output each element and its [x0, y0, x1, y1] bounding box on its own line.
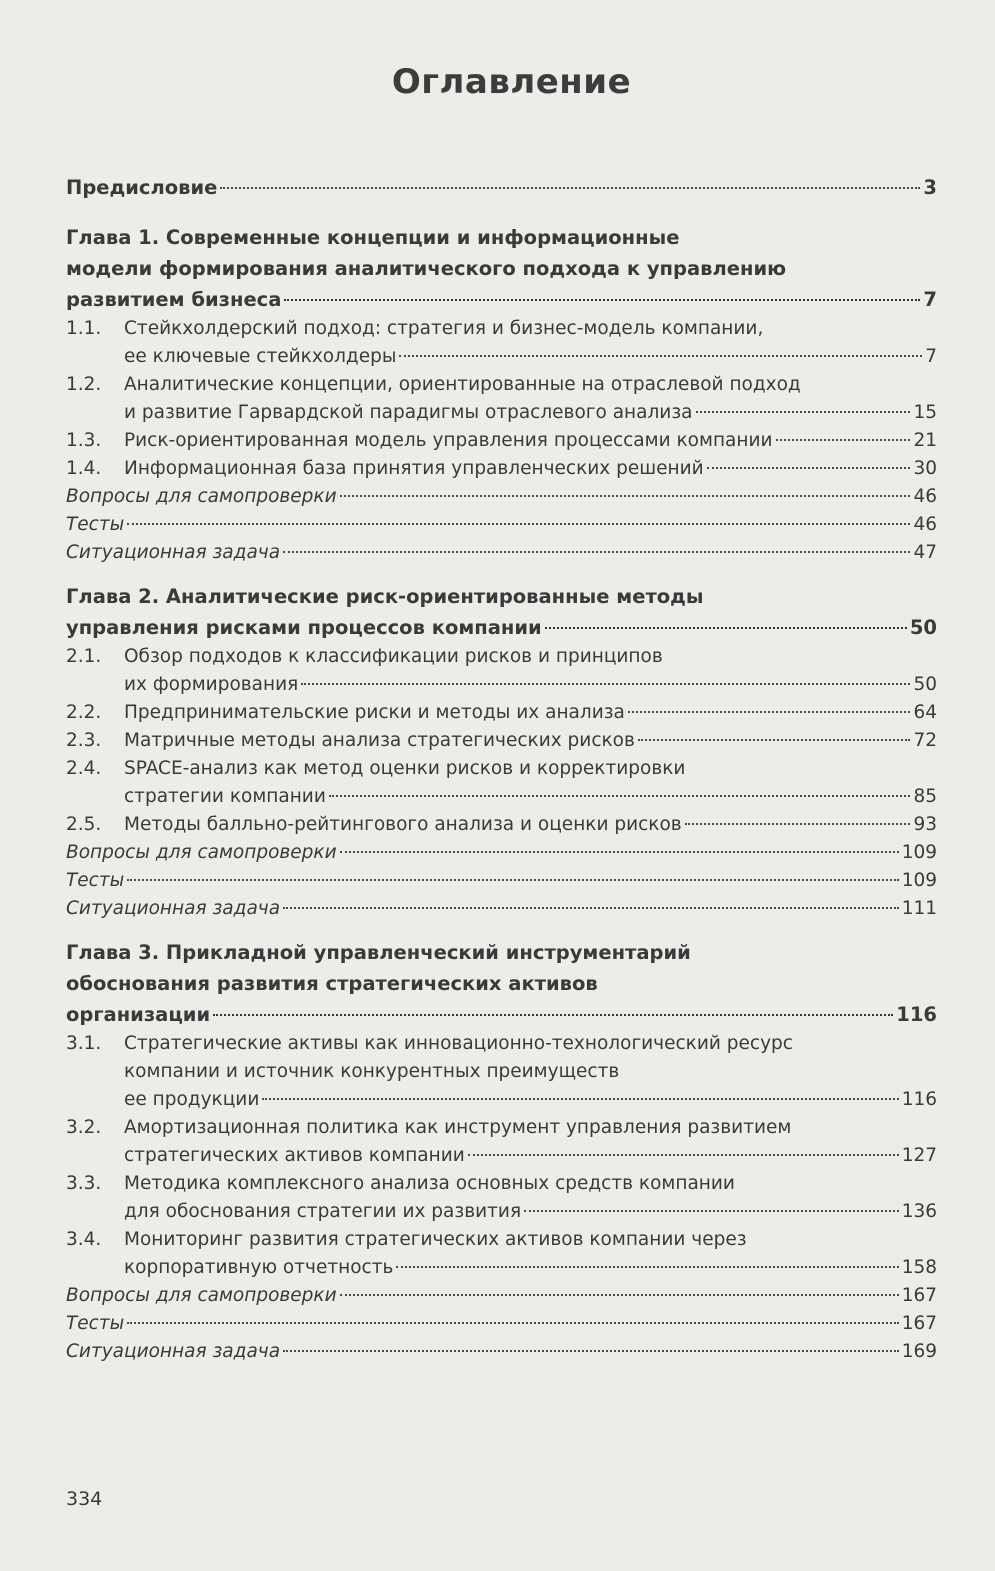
section-number: 1.4. — [66, 458, 102, 479]
section-title-last: Предпринимательские риски и методы их анализа — [124, 702, 625, 723]
section-page: 30 — [913, 458, 937, 479]
section-title-last: их формирования — [124, 674, 299, 695]
section-last-line — [66, 343, 937, 371]
section-title-line: SPACE-анализ как метод оценки рисков и корректировки — [124, 758, 686, 779]
section-title-last: ее продукции — [124, 1089, 260, 1110]
section-line — [66, 811, 937, 839]
section-title-last: корпоративную отчетность — [124, 1257, 394, 1278]
section-number: 3.1. — [66, 1033, 102, 1054]
extra-label: Вопросы для самопроверки — [66, 842, 337, 863]
section-number: 1.1. — [66, 318, 102, 339]
section-number: 2.4. — [66, 758, 102, 779]
extra-label: Ситуационная задача — [66, 898, 281, 919]
leader-dots — [340, 495, 911, 497]
section-number: 1.3. — [66, 430, 102, 451]
leader-dots — [545, 627, 907, 629]
section-title-last: стратегии компании — [124, 786, 326, 807]
section-entry — [66, 755, 937, 811]
extra-page: 111 — [901, 898, 937, 919]
section-last-line — [66, 1254, 937, 1282]
section-entry — [66, 455, 937, 483]
section-entry — [66, 315, 937, 371]
extra-page: 169 — [901, 1341, 937, 1362]
section-line — [66, 455, 937, 483]
section-page: 21 — [913, 430, 937, 451]
section-number: 2.2. — [66, 702, 102, 723]
chapters-list — [66, 222, 937, 1366]
leader-dots — [776, 439, 911, 441]
section-page: 116 — [901, 1089, 937, 1110]
section-page: 72 — [913, 730, 937, 751]
section-number: 2.1. — [66, 646, 102, 667]
section-title-line: Обзор подходов к классификации рисков и принципов — [124, 646, 663, 667]
extra-page: 109 — [901, 842, 937, 863]
chapter-title-line: Глава 1. Современные концепции и информационные — [66, 226, 680, 249]
leader-dots — [696, 411, 911, 413]
section-line — [66, 1058, 937, 1086]
chapter-title-line: модели формирования аналитического подхода к управлению — [66, 257, 787, 280]
section-entry — [66, 1114, 937, 1170]
section-title-last: Риск-ориентированная модель управления процессами компании — [124, 430, 773, 451]
leader-dots — [283, 907, 899, 909]
leader-dots — [127, 523, 910, 525]
section-number: 2.5. — [66, 814, 102, 835]
leader-dots — [685, 823, 911, 825]
extra-page: 167 — [901, 1285, 937, 1306]
chapter-title-last: развитием бизнеса — [66, 288, 282, 311]
section-page: 158 — [901, 1257, 937, 1278]
leader-dots — [220, 187, 920, 189]
section-line — [66, 643, 937, 671]
section-number: 1.2. — [66, 374, 102, 395]
leader-dots — [628, 711, 911, 713]
preface-page: 3 — [923, 176, 937, 199]
chapter-title-line: Глава 3. Прикладной управленческий инструментарий — [66, 941, 691, 964]
section-entry — [66, 1030, 937, 1114]
leader-dots — [283, 551, 910, 553]
section-page: 93 — [913, 814, 937, 835]
extra-page: 46 — [913, 486, 937, 507]
leader-dots — [213, 1014, 893, 1016]
chapter-extra-entry — [66, 867, 937, 895]
chapter-title-last: управления рисками процессов компании — [66, 616, 542, 639]
section-title-last: ее ключевые стейкхолдеры — [124, 346, 397, 367]
extra-label: Тесты — [66, 1313, 125, 1334]
chapter-extra-entry — [66, 511, 937, 539]
table-of-contents — [66, 174, 937, 1366]
section-page: 15 — [913, 402, 937, 423]
section-title-last: стратегических активов компании — [124, 1145, 465, 1166]
section-title-last: и развитие Гарвардской парадигмы отраслевого анализа — [124, 402, 693, 423]
section-page: 85 — [913, 786, 937, 807]
section-page: 127 — [901, 1145, 937, 1166]
section-last-line — [66, 1198, 937, 1226]
section-title-line: Стратегические активы как инновационно-технологический ресурс — [124, 1033, 793, 1054]
chapter-title-line: Глава 2. Аналитические риск-ориентированные методы — [66, 585, 704, 608]
extra-label: Ситуационная задача — [66, 1341, 281, 1362]
chapter-extra-entry — [66, 483, 937, 511]
section-line — [66, 371, 937, 399]
chapter-title-row — [66, 284, 937, 315]
chapter-title-last: организации — [66, 1003, 211, 1026]
leader-dots — [127, 879, 898, 881]
leader-dots — [283, 1350, 899, 1352]
page-title: Оглавление — [391, 62, 632, 102]
section-page: 64 — [913, 702, 937, 723]
extra-label: Вопросы для самопроверки — [66, 1285, 337, 1306]
chapter-extra-entry — [66, 1282, 937, 1310]
leader-dots — [396, 1266, 898, 1268]
section-page: 7 — [925, 346, 937, 367]
section-entry — [66, 811, 937, 839]
section-line — [66, 755, 937, 783]
leader-dots — [329, 795, 911, 797]
section-entry — [66, 643, 937, 699]
section-entry — [66, 727, 937, 755]
section-last-line — [66, 1142, 937, 1170]
chapter-extra-entry — [66, 1338, 937, 1366]
section-entry — [66, 699, 937, 727]
section-title-last: для обоснования стратегии их развития — [124, 1201, 522, 1222]
chapter-page: 50 — [909, 616, 937, 639]
section-title-line: Стейкхолдерский подход: стратегия и бизнес-модель компании, — [124, 318, 764, 339]
extra-label: Ситуационная задача — [66, 542, 281, 563]
preface-label: Предисловие — [66, 176, 218, 199]
section-entry — [66, 371, 937, 427]
section-title-last: Матричные методы анализа стратегических рисков — [124, 730, 635, 751]
extra-page: 109 — [901, 870, 937, 891]
section-entry — [66, 1226, 937, 1282]
chapter-title-line: обоснования развития стратегических активов — [66, 972, 598, 995]
leader-dots — [399, 355, 922, 357]
section-title-line: Методика комплексного анализа основных средств компании — [124, 1173, 735, 1194]
chapter-extra-entry — [66, 895, 937, 923]
section-number: 3.4. — [66, 1229, 102, 1250]
section-last-line — [66, 671, 937, 699]
section-line — [66, 315, 937, 343]
section-line — [66, 1114, 937, 1142]
page-number: 334 — [66, 1488, 103, 1510]
leader-dots — [284, 299, 920, 301]
section-line — [66, 1226, 937, 1254]
chapter-extra-entry — [66, 839, 937, 867]
chapter-extra-entry — [66, 539, 937, 567]
extra-page: 46 — [913, 514, 937, 535]
leader-dots — [524, 1210, 899, 1212]
section-title-line: Аналитические концепции, ориентированные на отраслевой подход — [124, 374, 801, 395]
chapter-title-row — [66, 612, 937, 643]
extra-label: Тесты — [66, 514, 125, 535]
chapter-page: 116 — [896, 1003, 937, 1026]
chapter-block — [66, 222, 937, 567]
section-last-line — [66, 783, 937, 811]
chapter-title-row — [66, 999, 937, 1030]
section-page: 136 — [901, 1201, 937, 1222]
section-entry — [66, 427, 937, 455]
chapter-block — [66, 937, 937, 1366]
section-title-line: Мониторинг развития стратегических активов компании через — [124, 1229, 747, 1250]
section-title-line: Амортизационная политика как инструмент управления развитием — [124, 1117, 792, 1138]
leader-dots — [468, 1154, 899, 1156]
leader-dots — [340, 1294, 899, 1296]
leader-dots — [301, 683, 910, 685]
section-line — [66, 727, 937, 755]
section-last-line — [66, 1086, 937, 1114]
section-number: 3.2. — [66, 1117, 102, 1138]
section-line — [66, 699, 937, 727]
section-number: 2.3. — [66, 730, 102, 751]
section-line — [66, 427, 937, 455]
section-title-line: компании и источник конкурентных преимуществ — [124, 1061, 620, 1082]
section-last-line — [66, 399, 937, 427]
chapter-block — [66, 581, 937, 923]
extra-label: Вопросы для самопроверки — [66, 486, 337, 507]
section-page: 50 — [913, 674, 937, 695]
section-line — [66, 1170, 937, 1198]
leader-dots — [340, 851, 899, 853]
leader-dots — [262, 1098, 898, 1100]
section-line — [66, 1030, 937, 1058]
extra-page: 47 — [913, 542, 937, 563]
extra-label: Тесты — [66, 870, 125, 891]
toc-preface — [66, 174, 937, 202]
section-title-last: Методы балльно-рейтингового анализа и оценки рисков — [124, 814, 682, 835]
leader-dots — [638, 739, 911, 741]
chapter-page: 7 — [923, 288, 937, 311]
leader-dots — [707, 467, 911, 469]
section-number: 3.3. — [66, 1173, 102, 1194]
leader-dots — [127, 1322, 898, 1324]
section-title-last: Информационная база принятия управленческих решений — [124, 458, 704, 479]
section-entry — [66, 1170, 937, 1226]
chapter-extra-entry — [66, 1310, 937, 1338]
extra-page: 167 — [901, 1313, 937, 1334]
